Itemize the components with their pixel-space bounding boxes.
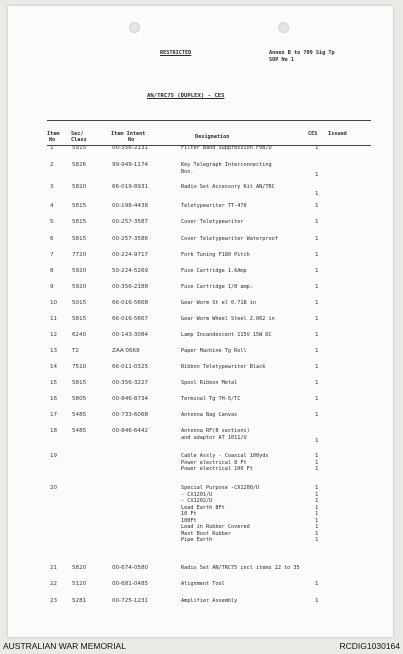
col-item-no-2: No	[49, 137, 56, 143]
sec-class: 5815	[72, 316, 87, 322]
item-intent-number: 00-356-2188	[112, 284, 149, 290]
col-designation: Designation	[195, 134, 230, 140]
col-ces: CES	[308, 131, 318, 137]
item-intent-number: 00-257-3586	[112, 236, 149, 242]
designation-line: - CX1202/U	[181, 498, 213, 504]
item-number: 19	[50, 453, 58, 459]
col-item-intent-2: No	[128, 137, 135, 143]
ces-quantity: 1	[315, 171, 319, 178]
header-top-rule	[47, 120, 371, 121]
sec-class: 5826	[72, 162, 87, 168]
designation-line: Amplifier Assembly	[181, 598, 238, 604]
sec-class: 6240	[72, 332, 87, 338]
item-intent-number: 66-011-0325	[112, 364, 149, 370]
designation-line: Box.	[181, 168, 194, 175]
designation-line: Ribbon Teletypewriter Black	[181, 364, 266, 370]
ces-quantity: 1	[315, 498, 319, 504]
ces-quantity: 1	[315, 537, 319, 543]
designation-line: Fork Tuning F180 Pitch	[181, 252, 250, 258]
ces-quantity: 1	[315, 598, 319, 604]
ces-quantity: 1	[315, 300, 319, 306]
designation-line: Fuse Cartridge 1.6Amp	[181, 268, 247, 274]
sec-class: T2	[72, 348, 79, 354]
designation-line: Filter Band Suppression F98/U	[181, 145, 272, 151]
col-issued: Issued	[328, 131, 347, 137]
col-sec-class-1: Sec/	[71, 131, 84, 137]
designation-line: Lamp Incandescent 115V 15W DC	[181, 332, 272, 338]
item-number: 9	[50, 284, 54, 290]
ces-quantity: 1	[315, 504, 319, 511]
designation-line: Radio Set Accessory Kit AN/TRC	[181, 184, 275, 190]
ces-quantity: 1	[315, 145, 319, 151]
ces-quantity: 1	[315, 396, 319, 402]
designation-line: Terminal Tg TH-5/TC	[181, 396, 241, 402]
annex-reference: Annex B to 709 Sig Tp	[269, 50, 335, 56]
designation-line: Paper Machine Tg Roll	[181, 348, 247, 354]
item-number: 17	[50, 412, 58, 418]
item-intent-number: 99-949-1174	[112, 162, 149, 168]
item-intent-number: 00-143-3084	[112, 332, 149, 338]
designation-line: Spool Ribbon Metal	[181, 380, 238, 386]
item-number: 1	[50, 145, 54, 151]
document-title: AN/TRC75 (DUPLEX) - CES	[147, 93, 225, 99]
item-intent-number: 66-016-5667	[112, 316, 149, 322]
restricted-heading: RESTRICTED	[160, 50, 192, 56]
sec-class: 5815	[72, 380, 87, 386]
ces-quantity: 1	[315, 530, 319, 537]
item-intent-number: 00-356-3227	[112, 380, 149, 386]
sec-class: 7510	[72, 364, 87, 370]
item-intent-number: 66-016-5668	[112, 300, 149, 306]
designation-line: Fuse Cartridge 1/8 amp.	[181, 284, 253, 290]
item-number: 14	[50, 364, 58, 370]
sec-class: 5815	[72, 236, 87, 242]
ces-quantity: 1	[315, 236, 319, 242]
sec-class: 5815	[72, 203, 87, 209]
item-number: 10	[50, 300, 58, 306]
designation-line: - CX1201/U	[181, 491, 213, 498]
designation-line: Pipe Earth	[181, 537, 213, 543]
ces-quantity: 1	[315, 485, 319, 491]
designation-line: Key Telegraph Interconnecting	[181, 162, 272, 168]
ces-quantity: 1	[315, 332, 319, 338]
item-intent-number: 00-198-4438	[112, 203, 149, 209]
ces-quantity: 1	[315, 412, 319, 418]
item-number: 21	[50, 565, 58, 571]
designation-line: Radio Set AN/TRC75 incl items 22 to 35	[181, 565, 300, 571]
item-number: 15	[50, 380, 58, 386]
item-intent-number: 00-846-8734	[112, 396, 149, 402]
item-intent-number: 00-674-0580	[112, 565, 149, 571]
item-number: 5	[50, 219, 54, 225]
designation-line: Gear Worm St el 0.718 in	[181, 300, 256, 306]
designation-line: Lead Earth 8Ft	[181, 504, 225, 511]
item-intent-number: 50-224-5269	[112, 268, 149, 274]
item-number: 7	[50, 252, 54, 258]
designation-line: Alignment Tool	[181, 581, 225, 587]
ces-quantity: 1	[315, 524, 319, 530]
ces-quantity: 1	[315, 284, 319, 290]
archive-source: AUSTRALIAN WAR MEMORIAL	[3, 641, 126, 651]
item-number: 12	[50, 332, 58, 338]
item-intent-number: 00-681-0485	[112, 581, 149, 587]
ces-quantity: 1	[315, 453, 319, 459]
ces-quantity: 1	[315, 466, 319, 472]
ces-quantity: 1	[315, 437, 319, 444]
sec-class: 5805	[72, 396, 87, 402]
item-intent-number: ZAA 0668	[112, 348, 140, 354]
item-number: 16	[50, 396, 58, 402]
sec-class: 5281	[72, 598, 87, 604]
col-item-intent-1: Item Intent	[111, 131, 146, 137]
sec-class: 5815	[72, 219, 87, 225]
sec-class: 5820	[72, 184, 87, 190]
designation-line: Antenna Bag Canvas	[181, 412, 238, 418]
designation-line: Antenna RF(8 sections)	[181, 428, 250, 434]
ces-quantity: 1	[315, 219, 319, 225]
ces-quantity: 1	[315, 581, 319, 587]
col-item-no-1: Item	[47, 131, 60, 137]
item-number: 6	[50, 236, 54, 242]
designation-line: Mast Boot Rubber	[181, 530, 231, 537]
item-number: 23	[50, 598, 58, 604]
sec-class: 5920	[72, 268, 87, 274]
sec-class: 5485	[72, 412, 87, 418]
item-number: 11	[50, 316, 58, 322]
ces-quantity: 1	[315, 203, 319, 209]
punch-hole	[278, 22, 289, 33]
ces-quantity: 1	[315, 517, 319, 524]
punch-hole	[129, 22, 140, 33]
ces-quantity: 1	[315, 190, 319, 197]
item-number: 3	[50, 184, 54, 190]
ces-quantity: 1	[315, 252, 319, 258]
designation-line: 100Ft	[181, 517, 197, 524]
item-intent-number: 66-019-8931	[112, 184, 149, 190]
designation-line: 10 Ft	[181, 511, 197, 517]
archive-reference: RCDIG1030164	[339, 641, 400, 651]
sec-class: 7720	[72, 252, 87, 258]
sec-class: 5485	[72, 428, 87, 434]
sec-class: 5920	[72, 284, 87, 290]
col-sec-class-2: Class	[71, 137, 87, 143]
item-intent-number: 00-356-2131	[112, 145, 149, 151]
ces-quantity: 1	[315, 380, 319, 386]
sec-class: 5820	[72, 565, 87, 571]
ces-quantity: 1	[315, 491, 319, 498]
item-number: 2	[50, 162, 54, 168]
item-number: 18	[50, 428, 58, 434]
item-number: 20	[50, 485, 58, 491]
item-intent-number: 00-224-9717	[112, 252, 149, 258]
designation-line: Lead in Rubber Covered	[181, 524, 250, 530]
designation-line: Special Purpose -CX1200/U	[181, 485, 260, 491]
sec-class: 5915	[72, 145, 87, 151]
ces-quantity: 1	[315, 348, 319, 354]
item-intent-number: 00-733-6068	[112, 412, 149, 418]
designation-line: Cover Teletypewriter Waterproof	[181, 236, 278, 242]
ces-quantity: 1	[315, 459, 319, 466]
item-intent-number: 00-257-3587	[112, 219, 149, 225]
ces-quantity: 1	[315, 364, 319, 370]
designation-line: Power electrical 100 Ft	[181, 466, 253, 472]
designation-line: Cable Assly - Coaxial 100yds	[181, 453, 269, 459]
designation-line: Teletypewriter TT-4?0	[181, 203, 247, 209]
ces-quantity: 1	[315, 316, 319, 322]
ces-quantity: 1	[315, 511, 319, 517]
item-number: 13	[50, 348, 58, 354]
designation-line: Power electrical 8 Ft	[181, 459, 247, 466]
sec-class: 5015	[72, 300, 87, 306]
designation-line: Gear Worm Wheel Steel 2.062 in	[181, 316, 275, 322]
item-intent-number: 00-846-6442	[112, 428, 149, 434]
designation-line: Cover Teletypewriter	[181, 219, 244, 225]
ces-quantity: 1	[315, 268, 319, 274]
designation-line: and adaptor AT 1011/U	[181, 434, 247, 441]
item-number: 8	[50, 268, 54, 274]
item-intent-number: 00-725-1231	[112, 598, 149, 604]
sec-class: 5120	[72, 581, 87, 587]
document-page	[8, 6, 393, 637]
sop-reference: SOP No 1	[269, 57, 294, 63]
item-number: 4	[50, 203, 54, 209]
item-number: 22	[50, 581, 58, 587]
